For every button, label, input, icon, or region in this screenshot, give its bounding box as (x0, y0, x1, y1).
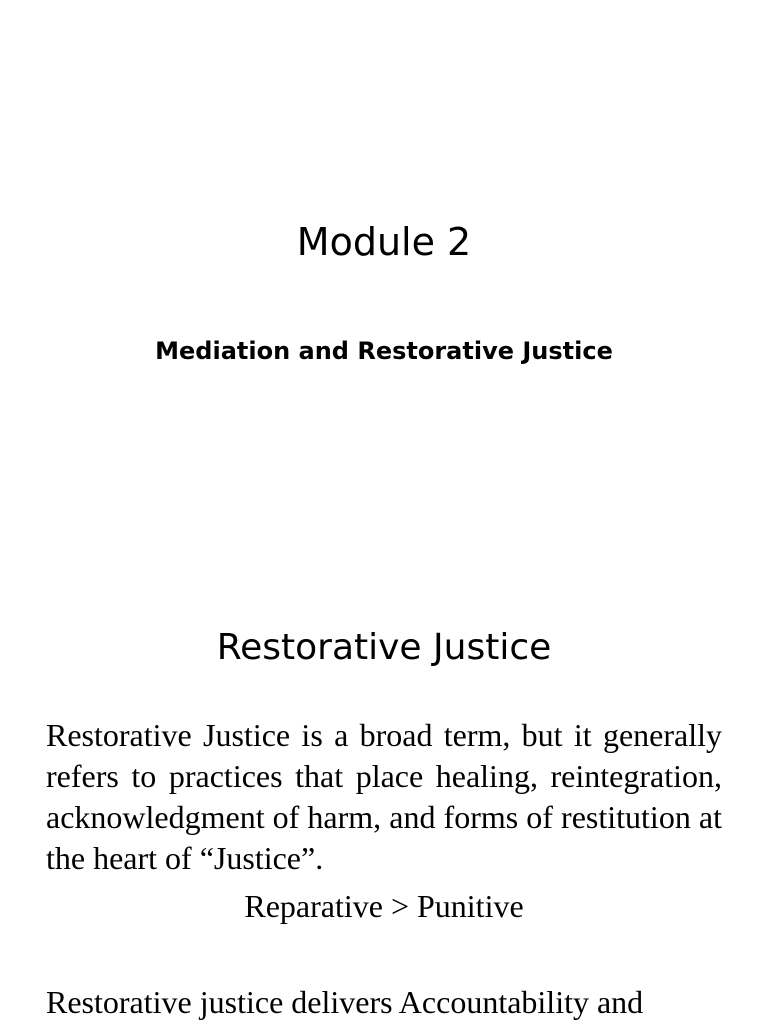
module-title: Module 2 (296, 220, 472, 264)
section-title: Restorative Justice (216, 627, 552, 668)
definition-paragraph: Restorative Justice is a broad term, but it generally refers to practices that place healing, reintegration, acknowledgment of harm, and forms of restitution at the heart of “Justice”. (46, 717, 722, 876)
accountability-paragraph: Restorative justice delivers Accountability and (46, 984, 644, 1020)
comparison-line: Reparative > Punitive (244, 888, 524, 924)
module-subtitle: Mediation and Restorative Justice (155, 337, 613, 365)
slide-restorative-justice (0, 540, 768, 1024)
